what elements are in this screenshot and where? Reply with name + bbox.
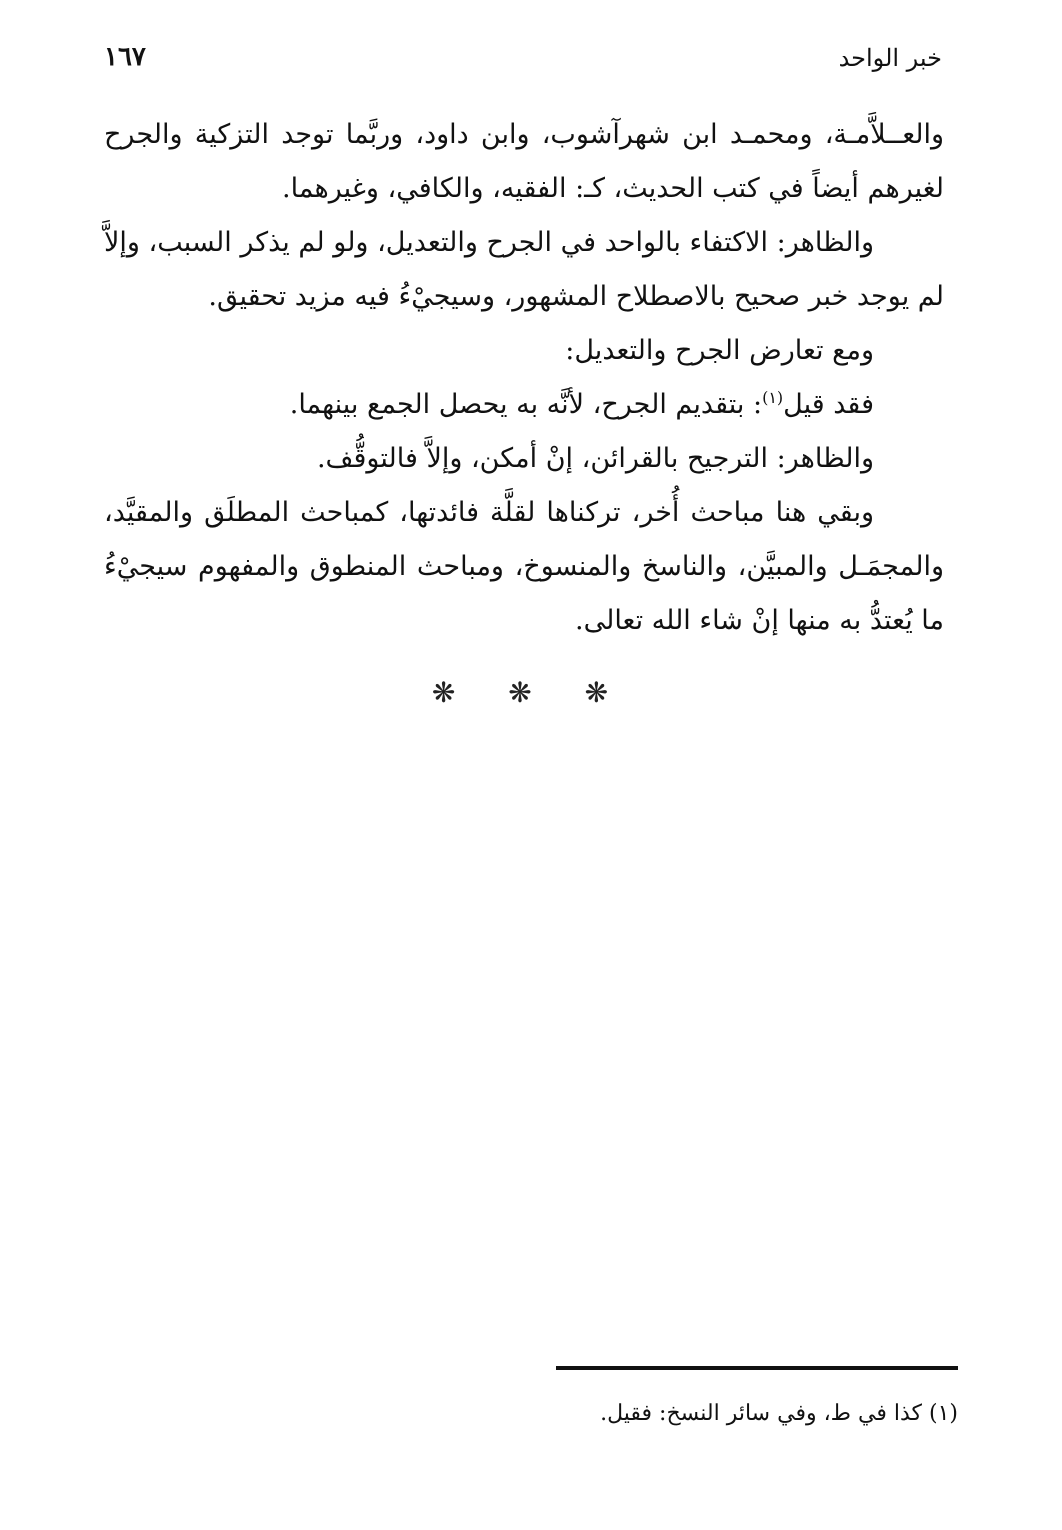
paragraph-1: والعــلاَّمـة، ومحمـد ابن شهرآشوب، وابن داود، وربَّما توجد التزكية والجرح لغيرهم أيضاً في كتب الحديث، كـ: الفقيه، والكافي، وغيرهما. — [104, 119, 944, 204]
paragraph-6: وبقي هنا مباحث أُخر، تركناها لقلَّة فائدتها، كمباحث المطلَق والمقيَّد، والمجمَـل والمبيَّن، والناسخ والمنسوخ، ومباحث المنطوق والمفهوم سيجيْءُ ما يُعتدُّ به منها إنْ شاء الله تعالى. — [104, 497, 944, 636]
paragraph-4 — [104, 378, 944, 432]
footnote: (١) كذا في ط، وفي سائر النسخ: فقيل. — [600, 1401, 958, 1426]
paragraph-4-end: : بتقديم الجرح، لأنَّه به يحصل الجمع بينهما. — [289, 389, 763, 420]
main-text — [104, 108, 944, 648]
section-end-ornament: ❋ ❋ ❋ — [431, 676, 631, 709]
paragraph-4-start: فقد قيل — [783, 389, 874, 420]
paragraph-5: والظاهر: الترجيح بالقرائن، إنْ أمكن، وإلاَّ فالتوقُّف. — [316, 443, 874, 474]
running-title: خبر الواحد — [838, 44, 942, 72]
paragraph-3: ومع تعارض الجرح والتعديل: — [565, 335, 874, 366]
page-header — [104, 38, 942, 88]
footnote-divider — [556, 1366, 958, 1370]
page-number: ١٦٧ — [104, 42, 146, 72]
paragraph-2: والظاهر: الاكتفاء بالواحد في الجرح والتعديل، ولو لم يذكر السبب، وإلاَّ لم يوجد خبر صحيح بالاصطلاح المشهور، وسيجيْءُ فيه مزيد تحقيق. — [104, 227, 944, 312]
footnote-reference[interactable]: (١) — [762, 388, 784, 407]
